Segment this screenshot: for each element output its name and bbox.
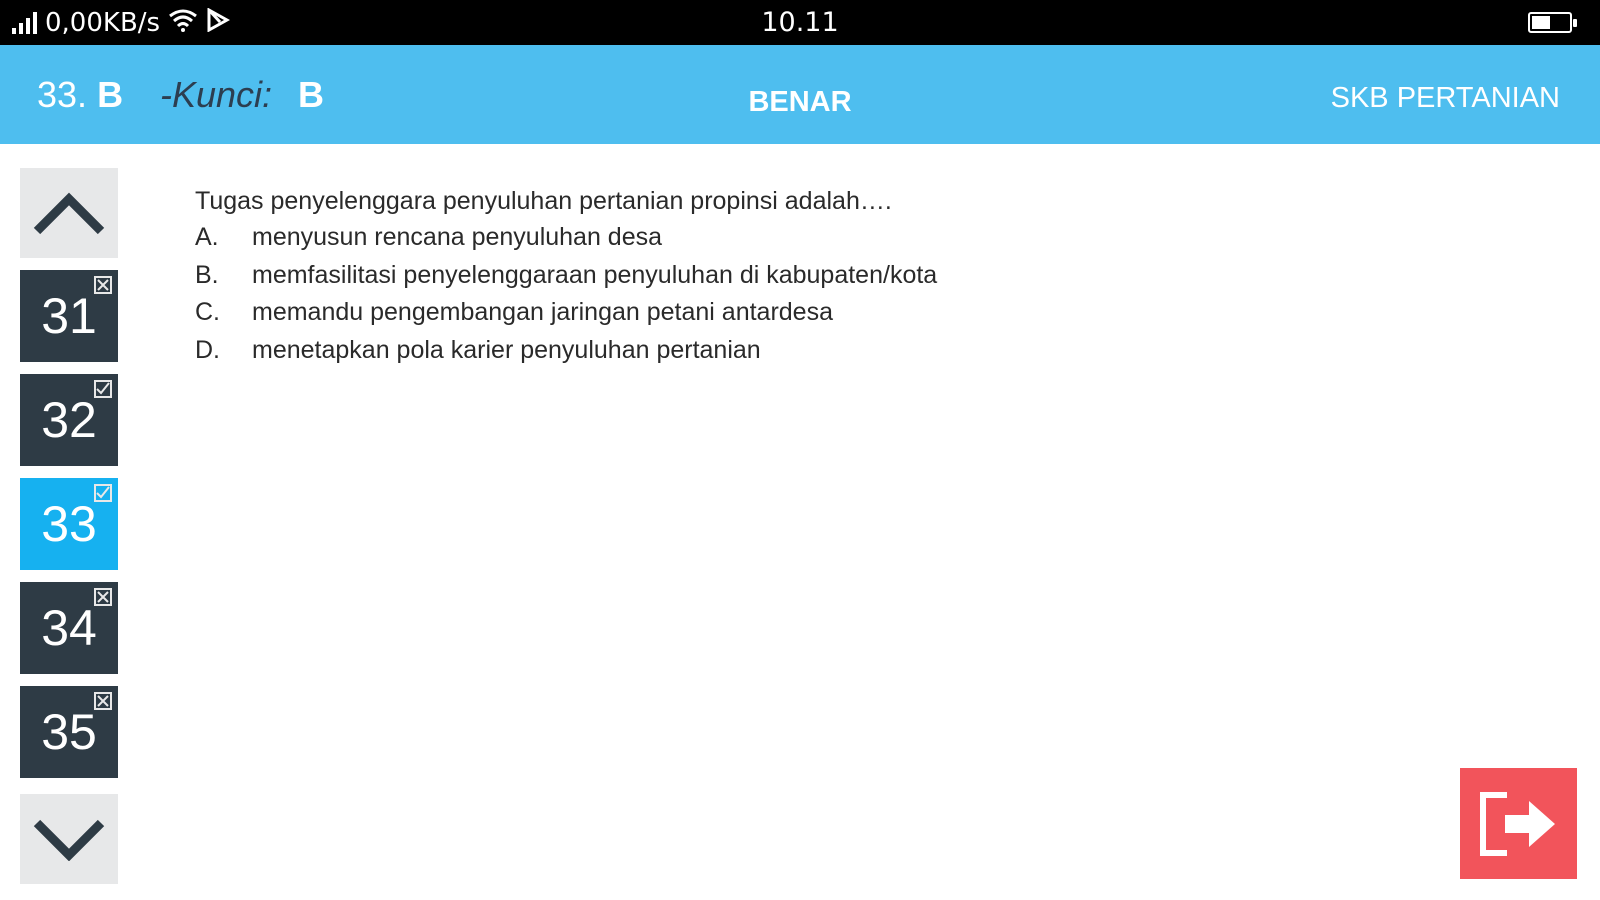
selected-answer: B [97, 74, 124, 115]
option-letter: C. [195, 298, 220, 326]
question-button-number: 35 [41, 704, 97, 760]
option-b[interactable] [195, 257, 937, 295]
option-text: menyusun rencana penyuluhan desa [252, 223, 663, 251]
chevron-down-icon [33, 817, 105, 861]
exit-icon [1477, 791, 1561, 857]
check-mark-icon [94, 484, 112, 502]
option-text: memandu pengembangan jaringan petani antardesa [252, 298, 833, 326]
question-button-32[interactable] [20, 374, 118, 466]
option-d[interactable] [195, 332, 937, 370]
question-button-number: 31 [41, 288, 97, 344]
header-bar [0, 45, 1600, 144]
question-number: 33. [37, 74, 88, 115]
network-speed: 0,00KB/s [45, 8, 161, 38]
wrong-mark-icon [94, 276, 112, 294]
app-title: SKB PERTANIAN [1330, 82, 1560, 114]
question-text: Tugas penyelenggara penyuluhan pertanian propinsi adalah…. [195, 187, 892, 215]
battery-icon [1528, 12, 1572, 33]
chevron-up-icon [33, 191, 105, 235]
scroll-up-button[interactable] [20, 168, 118, 258]
scroll-down-button[interactable] [20, 794, 118, 884]
exit-button[interactable] [1460, 768, 1577, 879]
result-status: BENAR [748, 86, 852, 118]
key-label: -Kunci: [160, 74, 273, 115]
option-a[interactable] [195, 219, 937, 257]
option-letter: D. [195, 335, 220, 364]
question-button-35[interactable] [20, 686, 118, 778]
battery-level [1532, 16, 1550, 29]
question-button-number: 34 [41, 600, 97, 656]
option-letter: B. [195, 260, 219, 289]
key-answer: B [298, 74, 325, 115]
wrong-mark-icon [94, 588, 112, 606]
option-c[interactable] [195, 294, 937, 332]
check-mark-icon [94, 380, 112, 398]
wrong-mark-icon [94, 692, 112, 710]
question-button-number: 32 [41, 392, 97, 448]
status-bar [0, 0, 1600, 45]
question-button-number: 33 [41, 496, 97, 552]
clock: 10.11 [761, 7, 839, 38]
option-text: memfasilitasi penyelenggaraan penyuluhan di kabupaten/kota [252, 260, 938, 289]
question-button-31[interactable] [20, 270, 118, 362]
answer-options [195, 219, 937, 369]
option-letter: A. [195, 223, 219, 251]
question-button-34[interactable] [20, 582, 118, 674]
option-text: menetapkan pola karier penyuluhan pertanian [252, 335, 761, 364]
question-button-33[interactable] [20, 478, 118, 570]
